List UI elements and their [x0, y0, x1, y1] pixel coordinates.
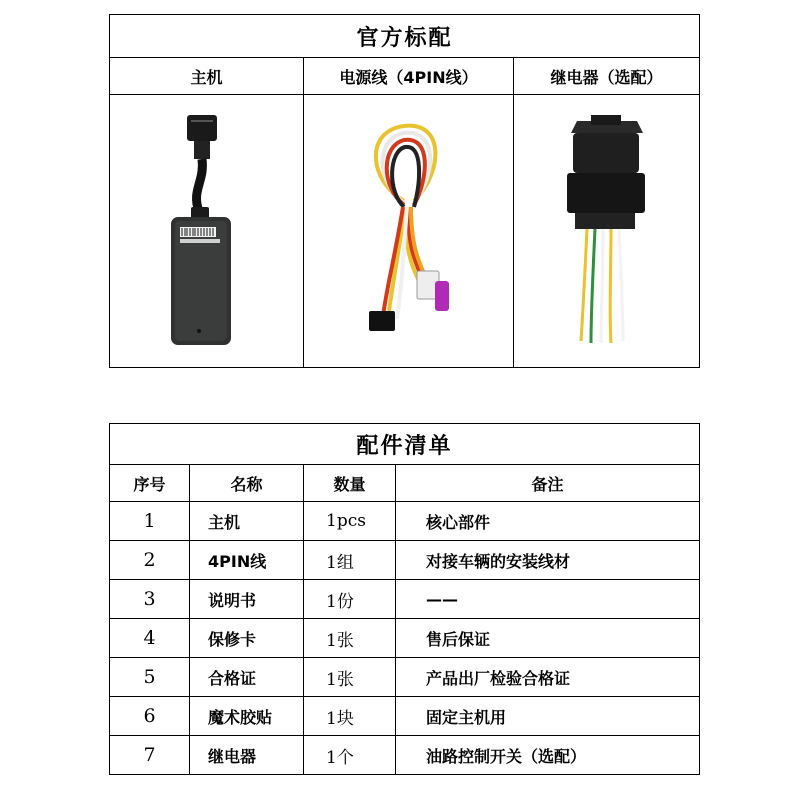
row-no: 6: [110, 697, 190, 736]
row-no: 7: [110, 736, 190, 775]
row-no: 1: [110, 502, 190, 541]
row-name: 说明书: [190, 580, 304, 619]
row-no: 4: [110, 619, 190, 658]
row-qty: 1张: [304, 619, 396, 658]
parts-list-table: [109, 423, 700, 775]
header-name: 名称: [190, 465, 304, 502]
table-row: [110, 697, 700, 736]
row-name: 4PIN线: [190, 541, 304, 580]
row-no: 2: [110, 541, 190, 580]
row-note: 固定主机用: [396, 697, 700, 736]
column-header-relay: 继电器（选配）: [514, 58, 700, 95]
row-note: 对接车辆的安装线材: [396, 541, 700, 580]
row-name: 合格证: [190, 658, 304, 697]
row-qty: 1张: [304, 658, 396, 697]
column-header-host: 主机: [110, 58, 304, 95]
row-no: 5: [110, 658, 190, 697]
table-row: [110, 580, 700, 619]
table-row: [110, 736, 700, 775]
table-row: [110, 541, 700, 580]
standard-config-title: 官方标配: [110, 15, 700, 58]
header-qty: 数量: [304, 465, 396, 502]
relay-image: [547, 111, 667, 351]
header-no: 序号: [110, 465, 190, 502]
parts-list-title: 配件清单: [110, 424, 700, 465]
host-image-cell: [110, 95, 304, 368]
row-name: 主机: [190, 502, 304, 541]
row-qty: 1pcs: [304, 502, 396, 541]
row-qty: 1组: [304, 541, 396, 580]
header-note: 备注: [396, 465, 700, 502]
column-header-power-cable: 电源线（4PIN线）: [304, 58, 514, 95]
row-qty: 1块: [304, 697, 396, 736]
row-note: 核心部件: [396, 502, 700, 541]
row-note: 产品出厂检验合格证: [396, 658, 700, 697]
row-no: 3: [110, 580, 190, 619]
row-note: 售后保证: [396, 619, 700, 658]
row-note: 油路控制开关（选配）: [396, 736, 700, 775]
row-name: 魔术胶贴: [190, 697, 304, 736]
table-row: [110, 658, 700, 697]
row-qty: 1份: [304, 580, 396, 619]
gps-tracker-device-image: [147, 111, 267, 351]
table-row: [110, 619, 700, 658]
table-row: [110, 502, 700, 541]
power-cable-4pin-image: [349, 111, 469, 351]
row-qty: 1个: [304, 736, 396, 775]
row-note: ——: [396, 580, 700, 619]
row-name: 保修卡: [190, 619, 304, 658]
relay-image-cell: [514, 95, 700, 368]
power-cable-image-cell: [304, 95, 514, 368]
row-name: 继电器: [190, 736, 304, 775]
standard-config-table: [109, 14, 700, 368]
